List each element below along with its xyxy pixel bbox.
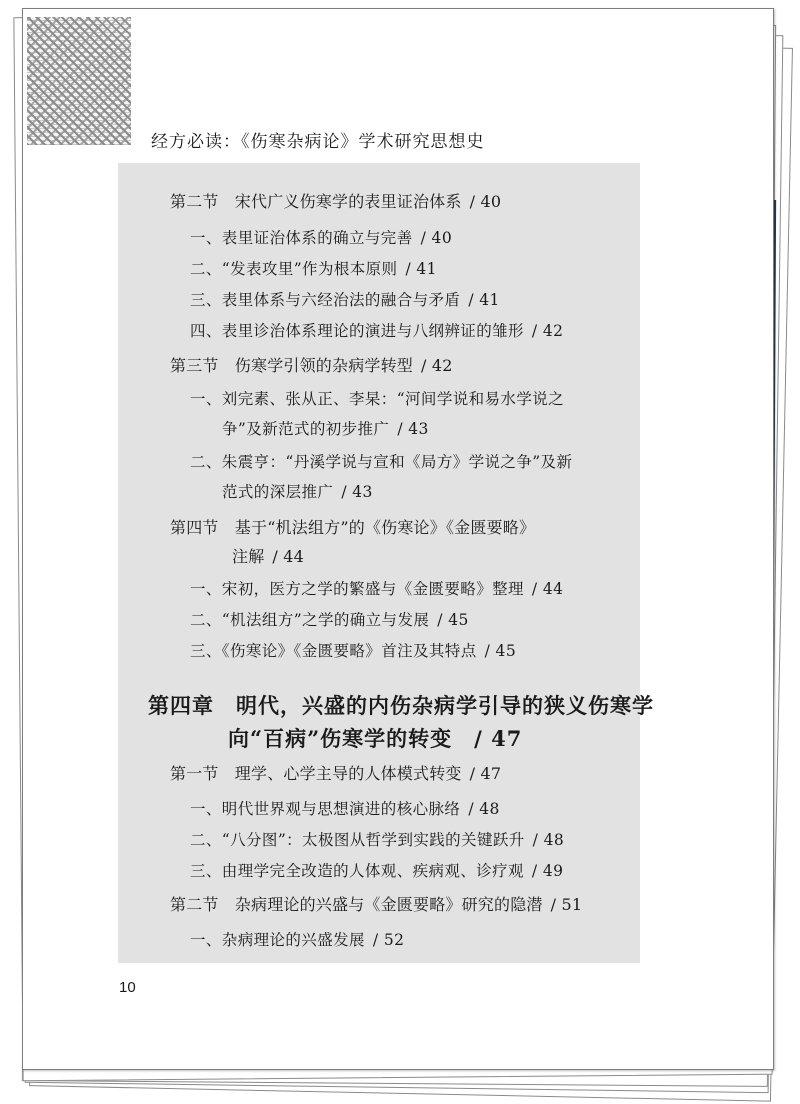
toc-item: 一、明代世界观与思想演进的核心脉络 / 48	[190, 800, 500, 818]
qr-code-image	[27, 17, 131, 145]
toc-item: 四、表里诊治体系理论的演进与八纲辨证的雏形 / 42	[190, 322, 564, 340]
toc-page-ref: / 45	[437, 611, 469, 629]
toc-page-ref: / 43	[341, 483, 373, 501]
toc-page-ref: / 52	[372, 931, 405, 949]
toc-page-ref: / 40	[420, 229, 453, 247]
toc-item: 一、杂病理论的兴盛发展 / 52	[190, 931, 405, 949]
toc-page-ref: / 47	[474, 726, 523, 751]
toc-item-continuation: 范式的深层推广 / 43	[222, 483, 373, 501]
toc-page-ref: / 45	[484, 642, 517, 660]
toc-section-heading: 第一节 理学、心学主导的人体模式转变 / 47	[170, 764, 502, 783]
toc-section-heading: 第四节 基于“机法组方”的《伤寒论》《金匮要略》	[170, 518, 536, 537]
toc-page-ref: / 47	[469, 764, 502, 783]
toc-page-ref: / 44	[272, 547, 305, 566]
toc-item-continuation: 争”及新范式的初步推广 / 43	[222, 420, 429, 438]
toc-item: 二、“机法组方”之学的确立与发展 / 45	[190, 611, 469, 629]
toc-item: 三、表里体系与六经治法的融合与矛盾 / 41	[190, 291, 500, 309]
toc-page-ref: / 41	[468, 291, 500, 309]
toc-page-ref: / 51	[550, 895, 583, 914]
toc-item: 一、表里证治体系的确立与完善 / 40	[190, 229, 453, 247]
toc-item: 三、《伤寒论》《金匮要略》首注及其特点 / 45	[190, 642, 517, 660]
toc-item: 二、朱震亨：“丹溪学说与宣和《局方》学说之争”及新	[190, 453, 573, 471]
toc-section-heading: 第二节 杂病理论的兴盛与《金匮要略》研究的隐潜 / 51	[170, 895, 583, 914]
book-page	[22, 8, 774, 1070]
toc-page-ref: / 41	[405, 260, 437, 278]
toc-page-ref: / 42	[421, 356, 453, 375]
toc-page-ref: / 44	[531, 580, 564, 598]
toc-page-ref: / 48	[532, 831, 565, 849]
toc-chapter-heading-continuation: 向“百病”伤寒学的转变 / 47	[228, 726, 523, 751]
toc-page-ref: / 40	[469, 192, 502, 211]
toc-item: 二、“八分图”：太极图从哲学到实践的关键跃升 / 48	[190, 831, 565, 849]
toc-panel	[118, 163, 654, 963]
toc-item: 一、刘完素、张从正、李杲：“河间学说和易水学说之	[190, 390, 565, 408]
toc-section-heading: 第二节 宋代广义伤寒学的表里证治体系 / 40	[170, 192, 502, 211]
toc-item: 二、“发表攻里”作为根本原则 / 41	[190, 260, 437, 278]
toc-page-ref: / 42	[531, 322, 564, 340]
toc-item: 一、宋初，医方之学的繁盛与《金匮要略》整理 / 44	[190, 580, 564, 598]
toc-section-heading: 第三节 伤寒学引领的杂病学转型 / 42	[170, 356, 453, 375]
toc-chapter-heading: 第四章 明代，兴盛的内伤杂病学引导的狭义伤寒学	[148, 693, 654, 718]
toc-item: 三、由理学完全改造的人体观、疾病观、诊疗观 / 49	[190, 862, 564, 880]
toc-page-ref: / 43	[397, 420, 429, 438]
toc-section-heading-continuation: 注解 / 44	[232, 547, 305, 566]
toc-page-ref: / 49	[531, 862, 564, 880]
toc-page-ref: / 48	[468, 800, 500, 818]
running-head: 经方必读：《伤寒杂病论》学术研究思想史	[151, 132, 485, 152]
page-number: 10	[119, 979, 136, 996]
